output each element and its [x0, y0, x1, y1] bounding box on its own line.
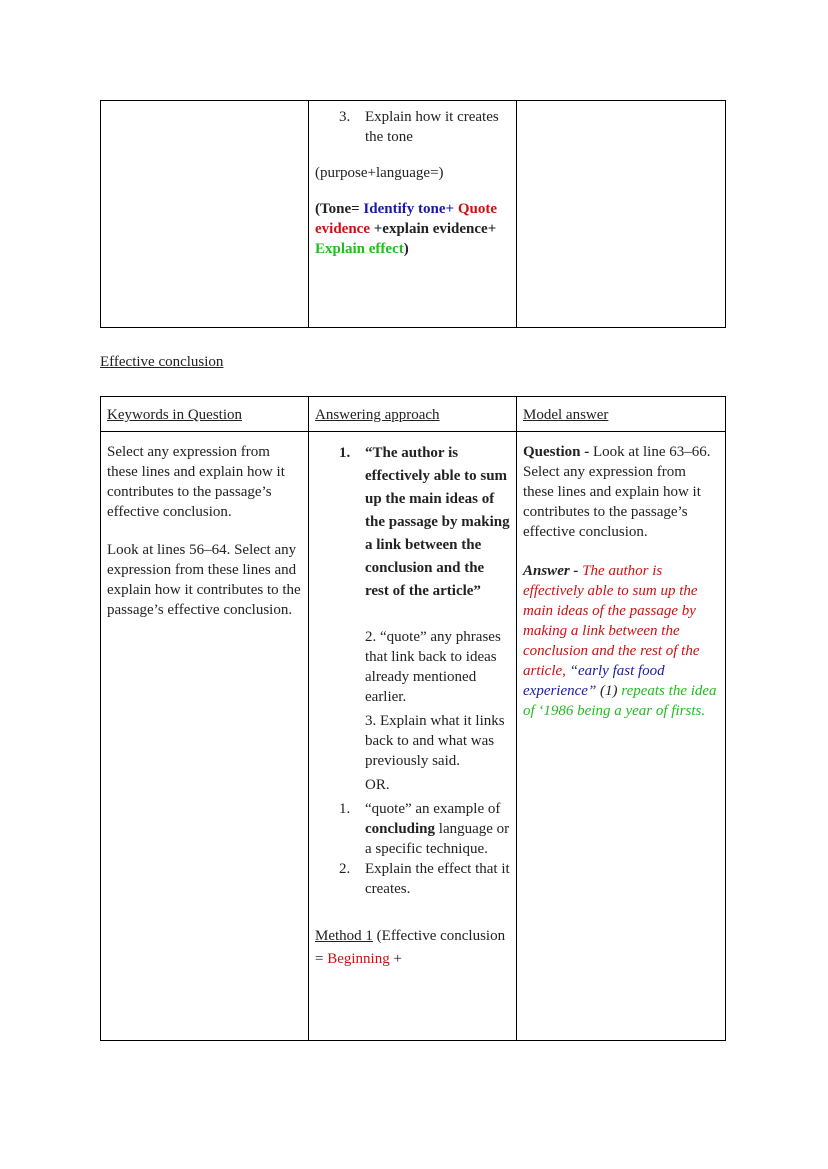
list-item: 1. “quote” an example of concluding language or a specific technique. — [339, 801, 510, 857]
keywords-paragraph: Select any expression from these lines and explain how it contributes to the passage’s effective conclusion. — [107, 444, 285, 520]
quote-evidence-text: Quote evidence — [315, 201, 497, 237]
beginning-text: Beginning — [327, 951, 390, 967]
tone-table-cell-approach — [309, 101, 517, 328]
list-item — [315, 442, 510, 603]
tone-table-cell-keywords — [101, 101, 309, 328]
method-line: Method 1 (Effective conclusion = Beginning + — [315, 928, 506, 967]
answer-label: Answer - — [523, 563, 583, 579]
step-three: 3. Explain what it links back to and what was previously said. — [365, 713, 505, 769]
model-answer: Answer - The author is effectively able to sum up the main ideas of the passage by making a link between the conclusion and the rest of the article, “early fast food experience” (1) repeats the idea of ‘1986 being a year of firsts. — [523, 563, 717, 719]
question-label: Question - — [523, 444, 594, 460]
step-two: 2. “quote” any phrases that link back to ideas already mentioned earlier. — [365, 629, 501, 705]
step-number: 3. — [339, 109, 351, 125]
keywords-cell — [101, 432, 309, 1041]
keywords-paragraph: Look at lines 56–64. Select any expression from these lines and explain how it contributes to the passage’s effective conclusion. — [107, 542, 301, 618]
step-number: 1. — [339, 445, 351, 461]
table-row — [101, 432, 726, 1041]
step-number: 1. — [339, 801, 351, 817]
conclusion-table — [100, 396, 726, 1041]
list-item — [315, 107, 510, 147]
step-text: Explain how it creates the tone — [365, 109, 499, 145]
approach-steps-list — [315, 442, 510, 603]
explain-effect-text: Explain effect — [315, 241, 404, 257]
model-answer-cell — [517, 432, 726, 1041]
header-approach: Answering approach — [309, 397, 517, 432]
tone-table-cell-model — [517, 101, 726, 328]
list-item — [315, 859, 510, 899]
approach-cell — [309, 432, 517, 1041]
formula-line: (purpose+language=) — [315, 165, 444, 181]
tone-steps-list — [315, 107, 510, 147]
step-text: “The author is effectively able to sum up the main ideas of the passage by making a link between the conclusion and the rest of the article” — [365, 445, 510, 599]
identify-tone-text: Identify tone+ — [363, 201, 455, 217]
table-header-row — [101, 397, 726, 432]
or-label: OR. — [365, 777, 390, 793]
header-keywords: Keywords in Question — [101, 397, 309, 432]
header-model-answer: Model answer — [517, 397, 726, 432]
step-text: Explain the effect that it creates. — [365, 861, 510, 897]
tone-table — [100, 100, 726, 328]
section-title: Effective conclusion — [100, 354, 224, 370]
alt-steps-list — [315, 799, 510, 899]
model-question: Question - Look at line 63–66. Select any expression from these lines and explain how it contributes to the passage’s effective conclusion. — [523, 444, 711, 540]
step-number: 2. — [339, 861, 351, 877]
tone-formula: (Tone= Identify tone+ Quote evidence +explain evidence+ Explain effect) — [315, 201, 497, 257]
method-label: Method 1 — [315, 928, 373, 944]
